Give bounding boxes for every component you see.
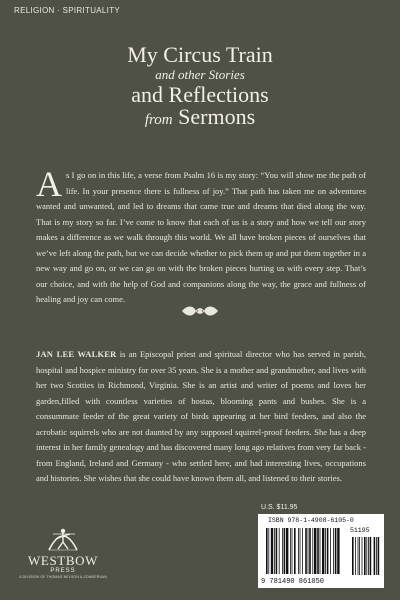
barcode-addon-bar (364, 537, 366, 575)
barcode-bar (322, 528, 324, 574)
barcode-addon-bar (370, 537, 372, 575)
westbow-archer-logo-icon (43, 524, 83, 552)
barcode-addon-bar (378, 537, 380, 575)
author-bio-body: is an Episcopal priest and spiritual director who has served in parish, hospital and hospice ministry for over 35 years. She is a mother and grandmother, and lives with her two Scotties in Richmond, Virginia. She is an artist and writer of poems and loves her garden,filled with countless varieties of hostas, blooming pants and bushes. She is a consummate feeder of the great variety of birds appearing at her bird feeders, and also the acrobatic squirrels who are not daunted by any supposed squirrel-proof feeders. She has a deep interest in her family genealogy and has discovered many long ago relatives from very far back - from England, Ireland and Germany - who settled here, and had interesting lives, occupations and histories. She wishes that she could have known them all, and listened to their stories. (36, 349, 366, 483)
barcode-addon-bar (358, 537, 359, 575)
fleuron-ornament-icon (178, 302, 222, 320)
isbn-text: ISBN 978-1-4908-6105-0 (268, 517, 354, 524)
barcode-addon-bar (362, 537, 363, 575)
barcode-addon-digits: 51195 (350, 527, 370, 534)
barcode-bar (327, 528, 329, 574)
price-label: U.S. $11.95 (261, 504, 298, 511)
barcode-addon-bar (355, 537, 356, 575)
barcode-addon-bar (374, 537, 376, 575)
barcode-bar (325, 528, 326, 574)
barcode-ean-digits: 9 781490 861050 (261, 578, 325, 586)
barcode-bar (271, 528, 273, 574)
title-line-3: and Reflections (131, 82, 269, 107)
barcode-bar (266, 528, 268, 574)
barcode-bar (335, 528, 337, 574)
barcode-bar (298, 528, 299, 574)
barcode-bar (279, 528, 280, 574)
publisher-name: WESTBOW (28, 553, 98, 568)
barcode-bars (264, 528, 380, 578)
barcode-bar (312, 528, 313, 574)
barcode-bar (308, 528, 309, 574)
author-bio (36, 347, 366, 487)
barcode-bar (292, 528, 293, 574)
barcode-bar (320, 528, 321, 574)
publisher-press: PRESS (50, 568, 76, 574)
title-line-4 (0, 106, 400, 131)
barcode-addon-bar (359, 537, 360, 575)
barcode-bar (268, 528, 269, 574)
book-description (36, 164, 366, 308)
barcode-addon-bar (352, 537, 354, 575)
barcode-bar (284, 528, 286, 574)
barcode (258, 514, 384, 588)
barcode-bar (337, 528, 339, 574)
title-line-4-rest: Sermons (178, 104, 256, 129)
barcode-bar (333, 528, 334, 574)
barcode-bar (309, 528, 311, 574)
barcode-bar (302, 528, 303, 574)
barcode-bar (274, 528, 275, 574)
drop-cap: A (36, 164, 62, 204)
title-line-4-italic: from (144, 112, 173, 128)
title-line-1: My Circus Train (127, 42, 273, 67)
book-title (0, 44, 400, 131)
description-body: s I go on in this life, a verse from Psalm 16 is my story: “You will show me the path of life. In your presence there is fullness of joy.” That path has taken me on adventures wanted and unwanted, and led to dreams that came true and dreams that died along the way. That is my story so far. I’ve come to know that each of us is a story and how we tell our story makes a difference as we walk through this world. We all have broken pieces of ourselves that we’ve left along the path, but we can decide whether to pick them up and put them together in a new way and go on, or we can go on with the broken pieces hurting us with every step. That’s our choice, and with the help of God and companions along the way, the grace and fullness of healing and joy can come. (36, 170, 366, 304)
barcode-addon-bar (366, 537, 367, 575)
barcode-addon-bar (368, 537, 369, 575)
barcode-bar (290, 528, 291, 574)
barcode-bar (314, 528, 316, 574)
barcode-bar (300, 528, 301, 574)
barcode-bar (276, 528, 278, 574)
barcode-addon-bar (376, 537, 377, 575)
barcode-bar (294, 528, 296, 574)
publisher-logo (18, 524, 108, 590)
category-label: RELIGION · SPIRITUALITY (14, 6, 121, 15)
barcode-bar (282, 528, 283, 574)
barcode-bar (286, 528, 288, 574)
title-line-2: and other Stories (155, 67, 245, 82)
publisher-division: A DIVISION OF THOMAS NELSON & ZONDERVAN (19, 575, 107, 579)
barcode-bar (317, 528, 319, 574)
barcode-bar (305, 528, 307, 574)
author-name: JAN LEE WALKER (36, 349, 117, 359)
barcode-bar (330, 528, 331, 574)
